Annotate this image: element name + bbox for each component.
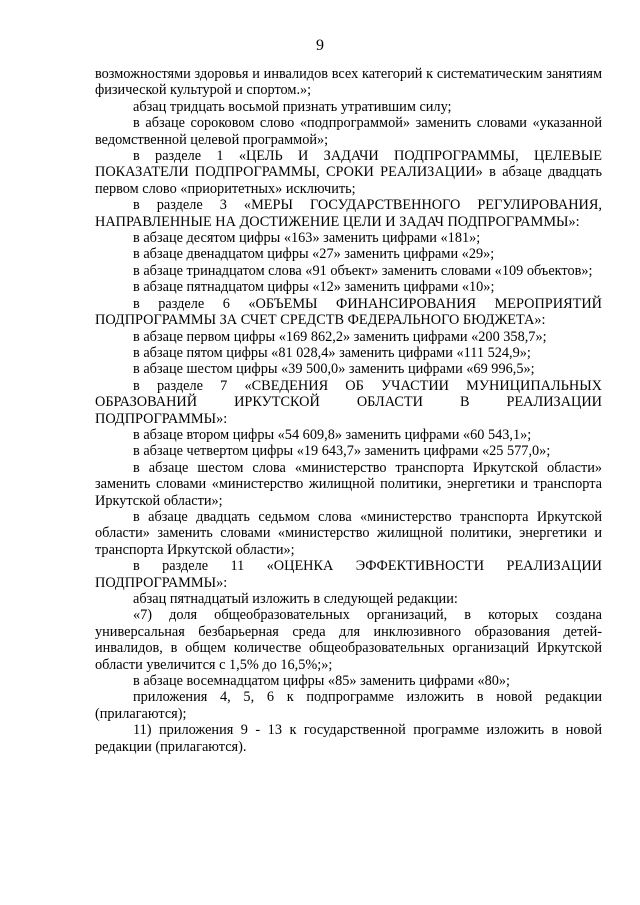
document-body — [95, 66, 602, 755]
paragraph: «7) доля общеобразовательных организаций, в которых создана универсальная безбарьерная среда для инклюзивного образования детей-инвалидов, в общем количестве общеобразовательных организаций Иркутской области увеличится с 1,5% до 16,5%;»; — [95, 607, 602, 673]
paragraph: приложения 4, 5, 6 к подпрограмме изложить в новой редакции (прилагаются); — [95, 689, 602, 722]
paragraph: в абзаце пятнадцатом цифры «12» заменить цифрами «10»; — [133, 279, 495, 296]
paragraph: в абзаце восемнадцатом цифры «85» заменить цифрами «80»; — [133, 673, 511, 690]
paragraph: в абзаце тринадцатом слова «91 объект» заменить словами «109 объектов»; — [133, 262, 593, 279]
paragraph: в абзаце шестом слова «министерство транспорта Иркутской области» заменить словами «министерство жилищной политики, энергетики и транспорта Иркутской области»; — [95, 459, 602, 509]
paragraph: в абзаце сороковом слово «подпрограммой» заменить словами «указанной ведомственной целевой программой»; — [95, 115, 602, 148]
paragraph: возможностями здоровья и инвалидов всех категорий к систематическим занятиям физической культурой и спортом.»; — [95, 66, 602, 99]
paragraph: абзац пятнадцатый изложить в следующей редакции: — [133, 591, 458, 607]
paragraph: 11) приложения 9 - 13 к государственной программе изложить в новой редакции (прилагаются). — [95, 722, 602, 755]
paragraph: в разделе 6 «ОБЪЕМЫ ФИНАНСИРОВАНИЯ МЕРОПРИЯТИЙ ПОДПРОГРАММЫ ЗА СЧЕТ СРЕДСТВ ФЕДЕРАЛЬНОГО БЮДЖЕТА»: — [95, 295, 602, 329]
paragraph: в разделе 7 «СВЕДЕНИЯ ОБ УЧАСТИИ МУНИЦИПАЛЬНЫХ ОБРАЗОВАНИЙ ИРКУТСКОЙ ОБЛАСТИ В РЕАЛИЗАЦИИ ПОДПРОГРАММЫ»: — [95, 377, 602, 427]
paragraph: в абзаце втором цифры «54 609,8» заменить цифрами «60 543,1»; — [133, 426, 532, 443]
paragraph: в абзаце двенадцатом цифры «27» заменить цифрами «29»; — [133, 246, 495, 263]
paragraph: в разделе 11 «ОЦЕНКА ЭФФЕКТИВНОСТИ РЕАЛИЗАЦИИ ПОДПРОГРАММЫ»: — [95, 558, 602, 591]
paragraph: в абзаце первом цифры «169 862,2» заменить цифрами «200 358,7»; — [133, 328, 547, 345]
paragraph: в разделе 3 «МЕРЫ ГОСУДАРСТВЕННОГО РЕГУЛИРОВАНИЯ, НАПРАВЛЕННЫЕ НА ДОСТИЖЕНИЕ ЦЕЛИ И ЗАДАЧ ПОДПРОГРАММЫ»: — [95, 197, 602, 230]
paragraph: в абзаце шестом цифры «39 500,0» заменить цифрами «69 996,5»; — [133, 361, 535, 378]
paragraph: в абзаце двадцать седьмом слова «министерство транспорта Иркутской области» заменить словами «министерство жилищной политики, энергетики и транспорта Иркутской области»; — [95, 508, 602, 558]
paragraph: в абзаце пятом цифры «81 028,4» заменить цифрами «111 524,9»; — [133, 344, 531, 361]
page-number: 9 — [316, 37, 324, 54]
paragraph: абзац тридцать восьмой признать утратившим силу; — [133, 98, 452, 115]
paragraph: в абзаце десятом цифры «163» заменить цифрами «181»; — [133, 230, 481, 247]
paragraph: в абзаце четвертом цифры «19 643,7» заменить цифрами «25 577,0»; — [133, 443, 551, 460]
paragraph: в разделе 1 «ЦЕЛЬ И ЗАДАЧИ ПОДПРОГРАММЫ, ЦЕЛЕВЫЕ ПОКАЗАТЕЛИ ПОДПРОГРАММЫ, СРОКИ РЕАЛИЗАЦИИ» в абзаце двадцать первом слово «приоритетных» исключить; — [95, 148, 602, 197]
